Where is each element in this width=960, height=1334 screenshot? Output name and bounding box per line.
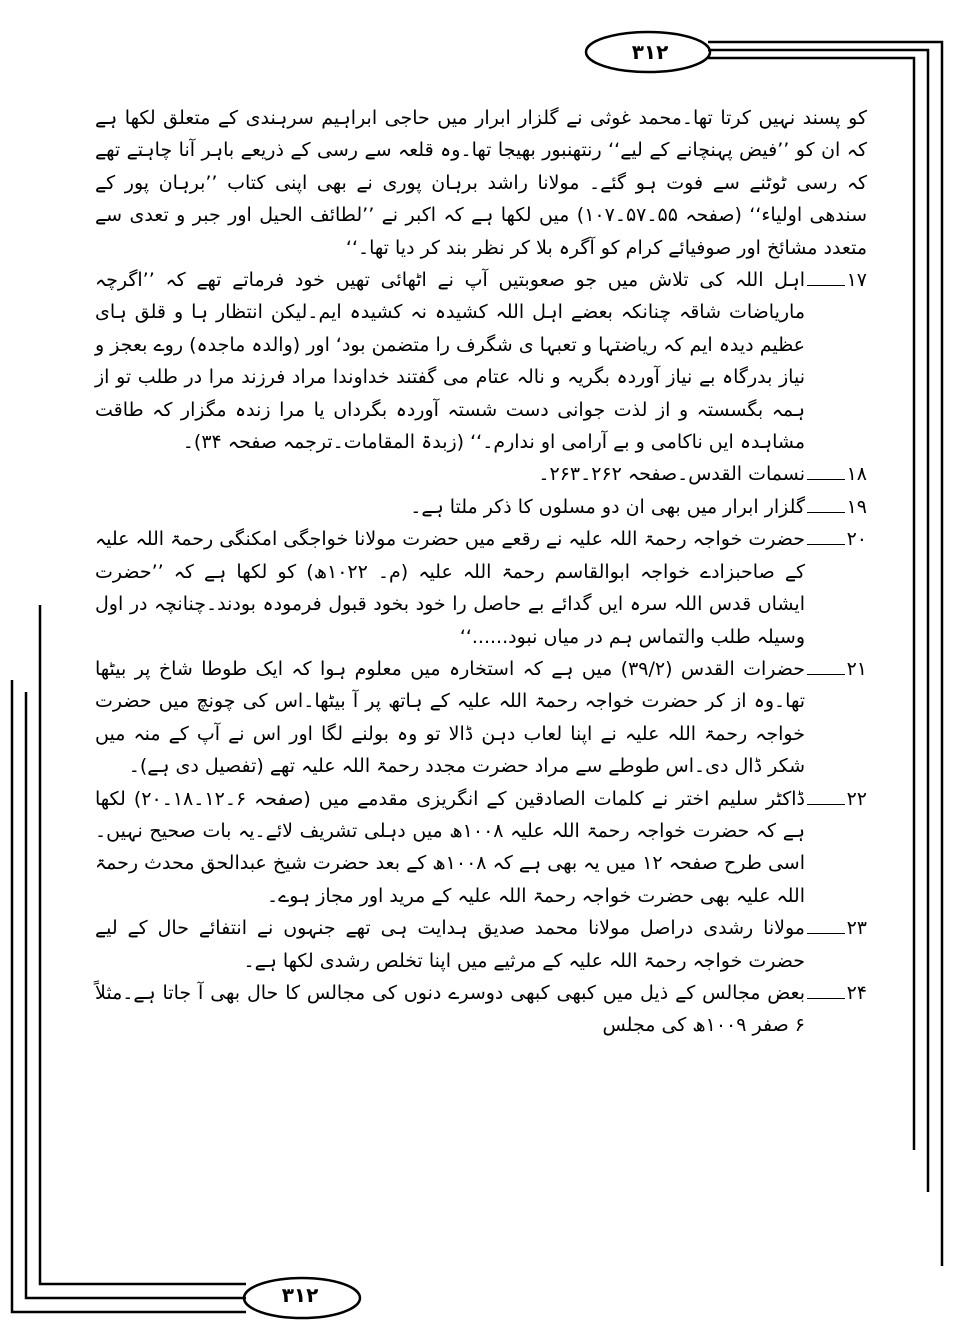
footnote-number: ۲۰ (846, 528, 867, 551)
footnote-number: ۲۱ (846, 657, 867, 680)
footnote-text: بعض مجالس کے ذیل میں کبھی کبھی دوسرے دنوں کی مجالس کا حال بھی آ جاتا ہے۔مثلاً ۶ صفر ۱۰۰۹ھ کی مجلس (95, 981, 805, 1037)
page-number-bottom: ۳۱۲ (281, 1283, 319, 1307)
footnote-18 (95, 458, 867, 490)
footnote-number: ۲۴ (846, 981, 867, 1004)
footnote-19 (95, 491, 867, 523)
footnote-number: ۱۷ (846, 269, 867, 292)
footnote-number: ۱۸ (846, 463, 867, 486)
footnote-text: حضرات القدس (۳۹/۲) میں ہے کہ استخارہ میں معلوم ہوا کہ ایک طوطا شاخ پر بیٹھا تھا۔وہ از کر حضرت خواجہ رحمۃ اللہ علیہ کے ہاتھ پر آ بیٹھا۔اس کی چونچ میں حضرت خواجہ رحمۃ اللہ علیہ نے اپنا لعاب دہن ڈالا تو وہ بولنے لگا اور اس نے آپ کے منہ میں شکر ڈال دی۔اس طوطے سے مراد حضرت مجدد رحمۃ اللہ علیہ تھے (تفصیل دی ہے)۔ (95, 657, 806, 778)
footnote-text: اہل اللہ کی تلاش میں جو صعوبتیں آپ نے اٹھائی تھیں خود فرماتے تھے کہ ’’اگرچہ ماریاضات شاقہ چنانکہ بعضے اہل اللہ کشیدہ نہ کشیدہ ایم۔لیکن انتظار ہا و قلق ہای عظیم دیدہ ایم کہ ریاضتہا و تعبہا ی شگرف را متضمن بود‘ اور (والدہ ماجدہ) روے بعجز و نیاز بدرگاہ بے نیاز آوردہ بگریہ و نالہ عتام می گفتند خداوندا مراد فرزند مرا در طلب تو از ہمہ بگسستہ و از لذت جوانی دست شستہ آوردہ بگرداں یا مرا زندہ مگزار کہ طاقت مشاہدہ ایں ناکامی و بے آرامی او ندارم۔‘‘ (زبدۃ المقامات۔ترجمہ صفحہ ۳۴)۔ (95, 269, 805, 454)
page-number-top: ۳۱۲ (631, 40, 669, 64)
footnote-text: کو پسند نہیں کرتا تھا۔محمد غوثی نے گلزار ابرار میں حاجی ابراہیم سرہندی کے متعلق لکھا ہے کہ ان کو ’’فیض پہنچانے کے لیے‘‘ رنتھنبور بھیجا تھا۔وہ قلعہ سے رسی کے ذریعے باہر آنا چاہتے تھے کہ رسی ٹوٹنے سے فوت ہو گئے۔ مولانا راشد برہان پوری نے بھی اپنی کتاب ’’برہان پور کے سندھی اولیاء‘‘ (صفحہ ۵۵۔۵۷۔۱۰۷) میں لکھا ہے کہ اکبر نے ’’لطائف الحیل اور جبر و تعدی سے متعدد مشائخ اور صوفیائے کرام کو آگرہ بلا کر نظر بند کر دیا تھا۔‘‘ (95, 107, 867, 259)
footnote-20 (95, 523, 867, 653)
footnote-text: حضرت خواجہ رحمۃ اللہ علیہ نے رقعے میں حضرت مولانا خواجگی امکنگی رحمۃ اللہ علیہ کے صاحبزادے خواجہ ابوالقاسم رحمۃ اللہ علیہ (م۔ ۱۰۲۲ھ) کو لکھا ہے کہ ’’حضرت ایشاں قدس اللہ سرہ ایں گدائے بے حاصل را خود بخود قبول فرمودہ بودند۔چنانچہ در اول وسیلہ طلب والتماس ہم در میاں نبود......‘‘ (95, 528, 805, 648)
footnote-24 (95, 977, 867, 1042)
footnote-text: نسمات القدس۔صفحہ ۲۶۲۔۲۶۳۔ (538, 463, 805, 486)
footnote-22 (95, 783, 867, 913)
footnote-text: مولانا رشدی دراصل مولانا محمد صدیق ہدایت ہی تھے جنہوں نے انتفائے حال کے لیے حضرت خواجہ رحمۃ اللہ علیہ کے مرثیے میں اپنا تخلص رشدی لکھا ہے۔ (95, 917, 805, 972)
footnote-text: ڈاکٹر سلیم اختر نے کلمات الصادقین کے انگریزی مقدمے میں (صفحہ ۶۔۱۲۔۱۸۔۲۰) لکھا ہے کہ حضرت خواجہ رحمۃ اللہ علیہ ۱۰۰۸ھ میں دہلی تشریف لائے۔یہ بات صحیح نہیں۔اسی طرح صفحہ ۱۲ میں یہ بھی ہے کہ ۱۰۰۸ھ کے بعد حضرت شیخ عبدالحق محدث رحمۃ اللہ علیہ بھی حضرت خواجہ رحمۃ اللہ علیہ کے مرید اور مجاز ہوے۔ (95, 787, 806, 907)
footnote-23 (95, 912, 867, 977)
footnote-continuation (95, 102, 867, 264)
footnote-21 (95, 653, 867, 783)
footnote-17 (95, 264, 867, 458)
footnote-number: ۲۳ (846, 917, 867, 940)
footnote-text: گلزار ابرار میں بھی ان دو مسلوں کا ذکر ملتا ہے۔ (410, 495, 805, 518)
footnote-number: ۱۹ (846, 495, 867, 518)
footnote-number: ۲۲ (846, 787, 867, 810)
footnotes-body (95, 102, 867, 1232)
